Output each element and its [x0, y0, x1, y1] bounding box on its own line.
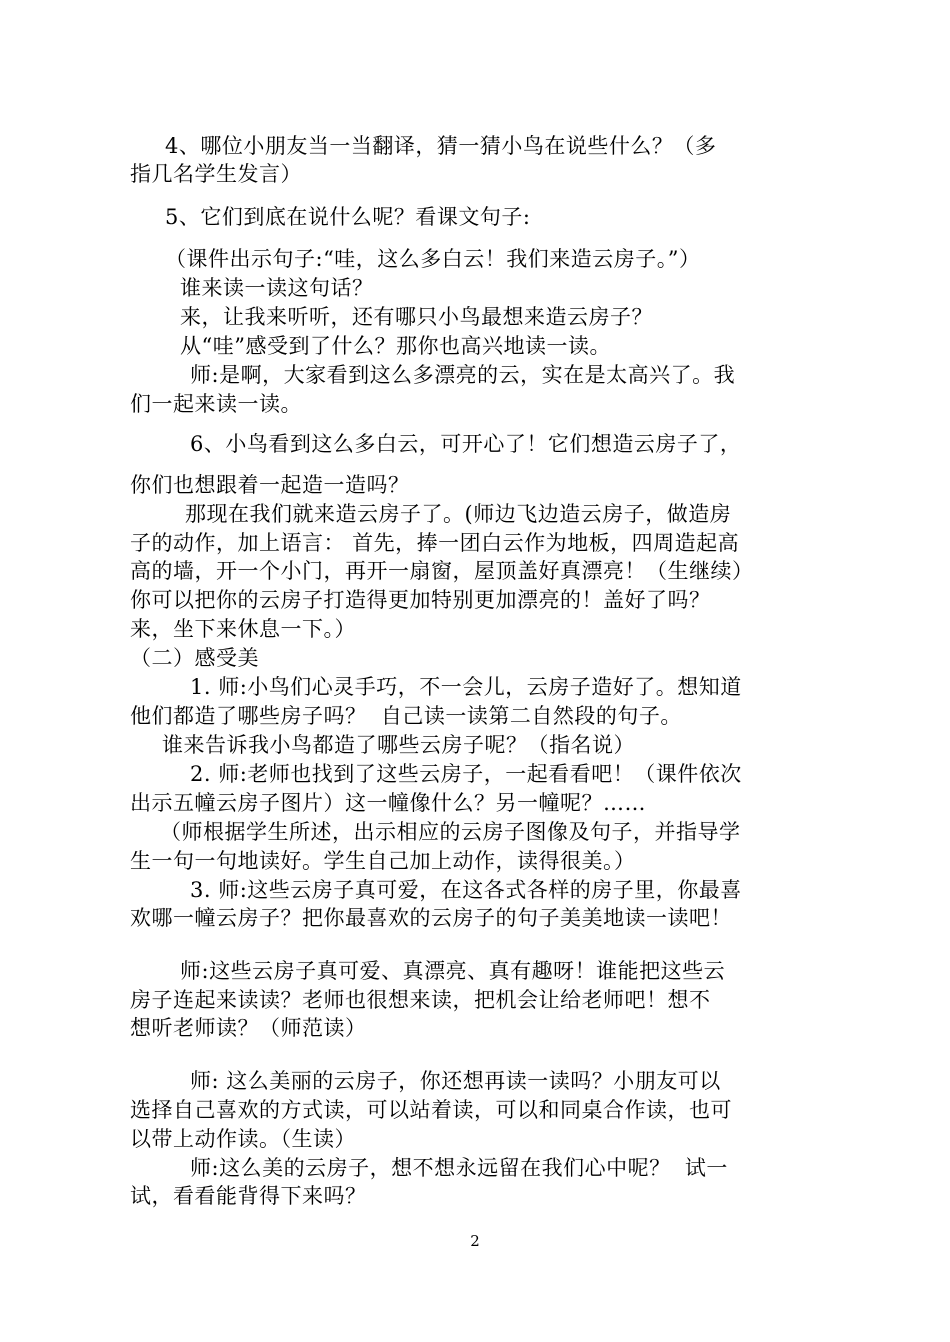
text-line: 以带上动作读。（生读） — [130, 1127, 356, 1151]
text-line: 他们都造了哪些房子吗？ 自己读一读第二自然段的句子。 — [130, 704, 682, 728]
text-line: 师:这些云房子真可爱、真漂亮、真有趣呀！谁能把这些云 — [180, 959, 726, 983]
text-line: 谁来告诉我小鸟都造了哪些云房子呢？（指名说） — [162, 733, 635, 757]
text-line: 4、哪位小朋友当一当翻译，猜一猜小鸟在说些什么？（多 — [165, 134, 717, 158]
text-line: 你们也想跟着一起造一造吗？ — [130, 473, 410, 497]
text-line: 指几名学生发言） — [130, 162, 302, 186]
text-line: 想听老师读？（师范读） — [130, 1016, 367, 1040]
text-line: 出示五幢云房子图片）这一幢像什么？另一幢呢？…… — [130, 791, 646, 815]
text-line: 谁来读一读这句话？ — [180, 276, 374, 300]
text-line: 试，看看能背得下来吗？ — [130, 1184, 367, 1208]
text-line: 欢哪一幢云房子？把你最喜欢的云房子的句子美美地读一读吧！ — [130, 906, 732, 930]
text-line: 子的动作，加上语言： 首先，捧一团白云作为地板，四周造起高 — [130, 531, 740, 555]
text-line: 你可以把你的云房子打造得更加特别更加漂亮的！盖好了吗？ — [130, 588, 711, 612]
text-line: 高的墙，开一个小门，再开一扇窗，屋顶盖好真漂亮！（生继续） — [130, 559, 754, 583]
text-line: 5、它们到底在说什么呢？看课文句子: — [165, 205, 531, 229]
section-heading: （二）感受美 — [130, 646, 259, 670]
text-line: （课件出示句子:“哇，这么多白云！我们来造云房子。”） — [165, 247, 701, 271]
text-line: 来，坐下来休息一下。） — [130, 617, 356, 641]
text-line: （师根据学生所述，出示相应的云房子图像及句子，并指导学 — [160, 820, 741, 844]
text-line: 师: 这么美丽的云房子，你还想再读一读吗？小朋友可以 — [190, 1069, 721, 1093]
text-line: 们一起来读一读。 — [130, 392, 302, 416]
text-line: 生一句一句地读好。学生自己加上动作，读得很美。） — [130, 849, 636, 873]
text-line: 那现在我们就来造云房子了。(师边飞边造云房子，做造房 — [185, 502, 732, 526]
text-line: 1. 师:小鸟们心灵手巧，不一会儿，云房子造好了。想知道 — [190, 675, 742, 699]
text-line: 6、小鸟看到这么多白云，可开心了！它们想造云房子了， — [190, 432, 742, 456]
text-line: 选择自己喜欢的方式读，可以站着读，可以和同桌合作读，也可 — [130, 1098, 732, 1122]
text-line: 房子连起来读读？老师也很想来读，把机会让给老师吧！想不 — [130, 988, 711, 1012]
text-line: 2. 师:老师也找到了这些云房子，一起看看吧！（课件依次 — [190, 762, 742, 786]
text-line: 师:是啊，大家看到这么多漂亮的云，实在是太高兴了。我 — [190, 363, 736, 387]
text-line: 3. 师:这些云房子真可爱，在这各式各样的房子里，你最喜 — [190, 878, 742, 902]
text-line: 来，让我来听听，还有哪只小鸟最想来造云房子？ — [180, 305, 653, 329]
text-line: 从“哇”感受到了什么？那你也高兴地读一读。 — [180, 334, 611, 358]
text-line: 师:这么美的云房子，想不想永远留在我们心中呢？ 试一 — [190, 1156, 728, 1180]
page-number: 2 — [470, 1232, 480, 1250]
